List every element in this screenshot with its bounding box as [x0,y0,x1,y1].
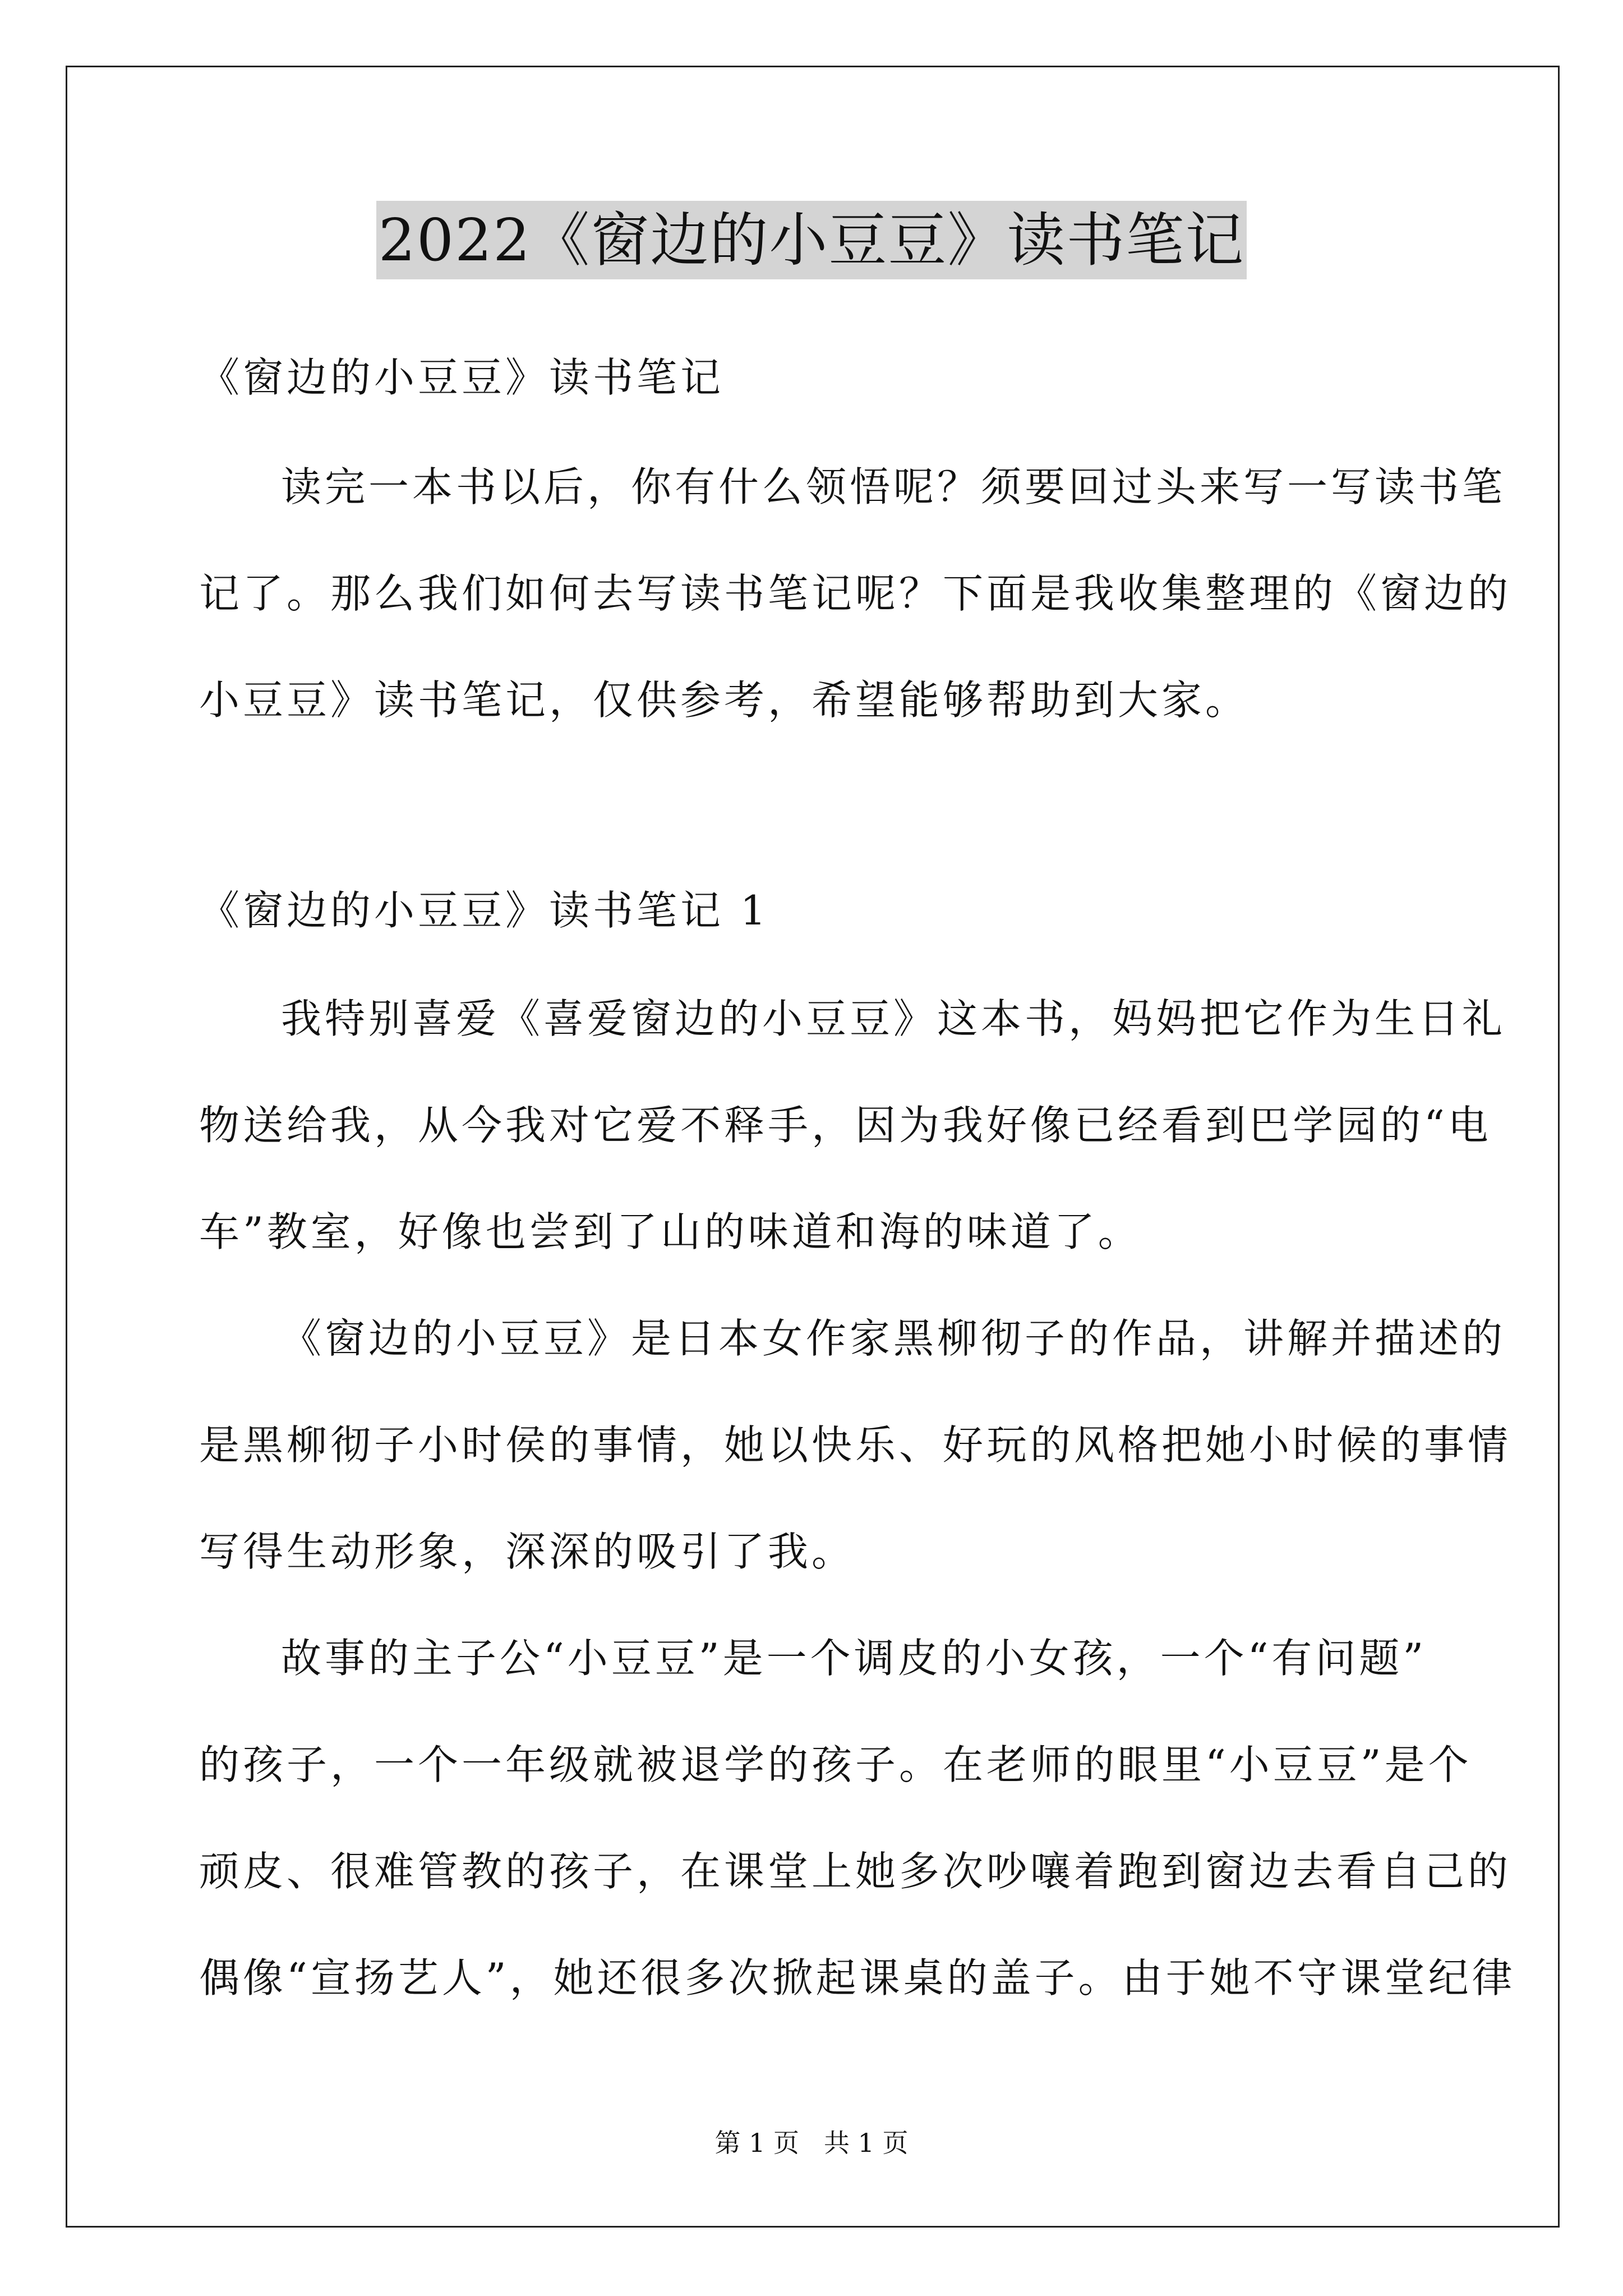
p3-line-2: 的孩子，一个一年级就被退学的孩子。在老师的眼里“小豆豆”是个 [199,1741,1472,1788]
title-container [0,201,1623,279]
section-heading: 《窗边的小豆豆》读书笔记 1 [199,887,769,934]
document-title: 2022《窗边的小豆豆》读书笔记 [376,201,1247,279]
p3-line-4: 偶像“宣扬艺人”，她还很多次掀起课桌的盖子。由于她不守课堂纪律 [199,1954,1516,2001]
page-number: 第 1 页 [714,2128,799,2158]
p2-line-1: 《窗边的小豆豆》是日本女作家黑柳彻子的作品，讲解并描述的 [281,1315,1506,1362]
intro-line-2: 记了。那么我们如何去写读书笔记呢？下面是我收集整理的《窗边的 [199,570,1512,617]
p1-line-3: 车”教室，好像也尝到了山的味道和海的味道了。 [199,1208,1142,1255]
intro-line-1: 读完一本书以后，你有什么领悟呢？须要回过头来写一写读书笔 [281,463,1506,510]
p1-line-1: 我特别喜爱《喜爱窗边的小豆豆》这本书，妈妈把它作为生日礼 [281,995,1506,1042]
intro-line-3: 小豆豆》读书笔记，仅供参考，希望能够帮助到大家。 [199,677,1249,724]
p2-line-2: 是黑柳彻子小时侯的事情，她以快乐、好玩的风格把她小时候的事情 [199,1421,1512,1469]
p1-line-2: 物送给我，从今我对它爱不释手，因为我好像已经看到巴学园的“电 [199,1102,1492,1149]
page-footer [0,2126,1623,2160]
p3-line-3: 顽皮、很难管教的孩子，在课堂上她多次吵嚷着跑到窗边去看自己的 [199,1848,1512,1895]
intro-subtitle: 《窗边的小豆豆》读书笔记 [199,354,725,401]
p2-line-3: 写得生动形象，深深的吸引了我。 [199,1528,856,1575]
page-total: 共 1 页 [824,2128,909,2158]
p3-line-1: 故事的主子公“小豆豆”是一个调皮的小女孩，一个“有问题” [281,1635,1427,1682]
